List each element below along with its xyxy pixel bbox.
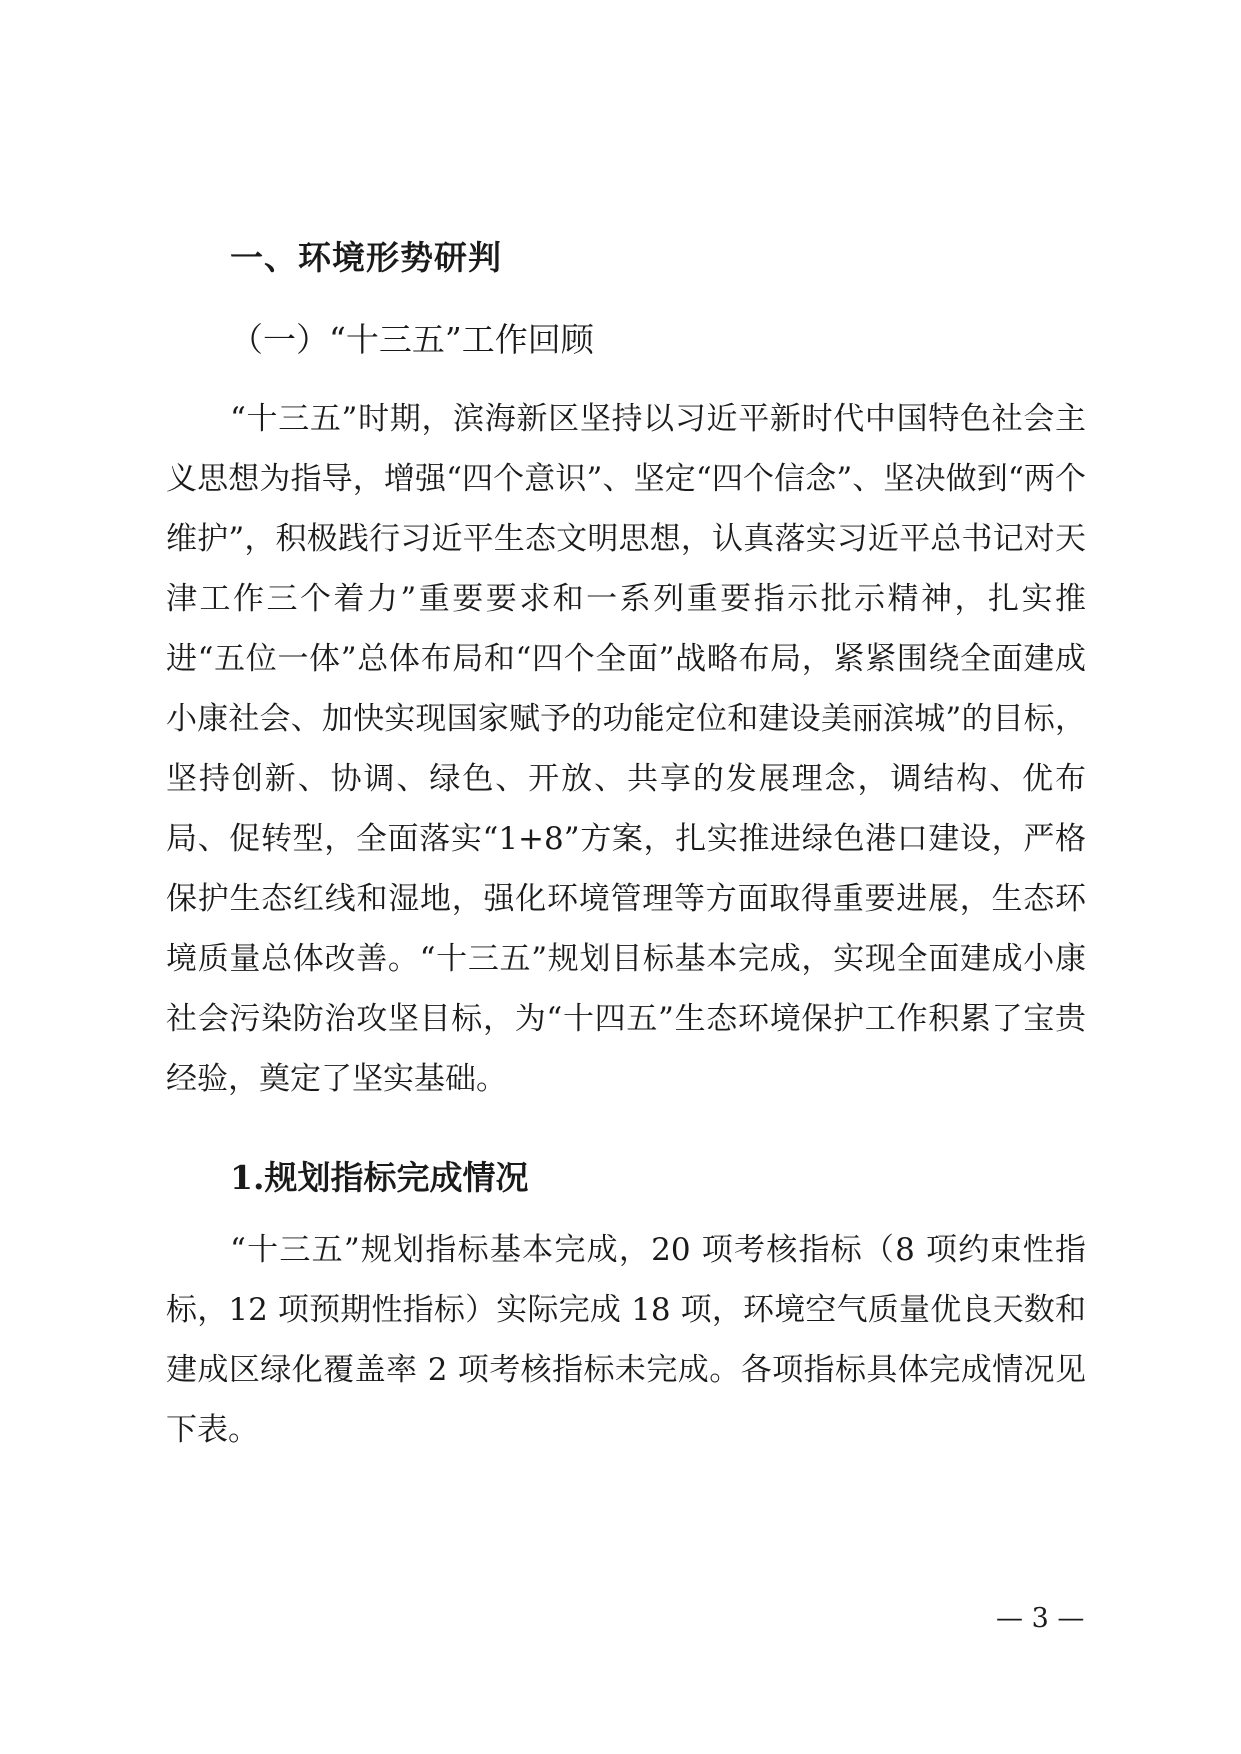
review-paragraph: “十三五”时期，滨海新区坚持以习近平新时代中国特色社会主义思想为指导，增强“四个意识”、坚定“四个信念”、坚决做到“两个维护”，积极践行习近平生态文明思想，认真落实习近平总书记对天津工作三个着力”重要要求和一系列重要指示批示精神，扎实推进“五位一体”总体布局和“四个全面”战略布局，紧紧围绕全面建成小康社会、加快实现国家赋予的功能定位和建设美丽滨城”的目标，坚持创新、协调、绿色、开放、共享的发展理念，调结构、优布局、促转型，全面落实“1+8”方案，扎实推进绿色港口建设，严格保护生态红线和湿地，强化环境管理等方面取得重要进展，生态环境质量总体改善。“十三五”规划目标基本完成，实现全面建成小康社会污染防治攻坚目标，为“十四五”生态环境保护工作积累了宝贵经验，奠定了坚实基础。 — [166, 401, 1086, 1097]
section-heading: 一、环境形势研判 — [230, 238, 502, 277]
page-number: — 3 — — [996, 1603, 1085, 1634]
subsection-heading: （一）“十三五”工作回顾 — [230, 320, 594, 359]
indicator-paragraph: “十三五”规划指标基本完成，20 项考核指标（8 项约束性指标，12 项预期性指标）实际完成 18 项，环境空气质量优良天数和建成区绿化覆盖率 2 项考核指标未完成。各项指标具体完成情况见下表。 — [166, 1232, 1086, 1448]
indicator-heading: 1.规划指标完成情况 — [230, 1158, 529, 1197]
